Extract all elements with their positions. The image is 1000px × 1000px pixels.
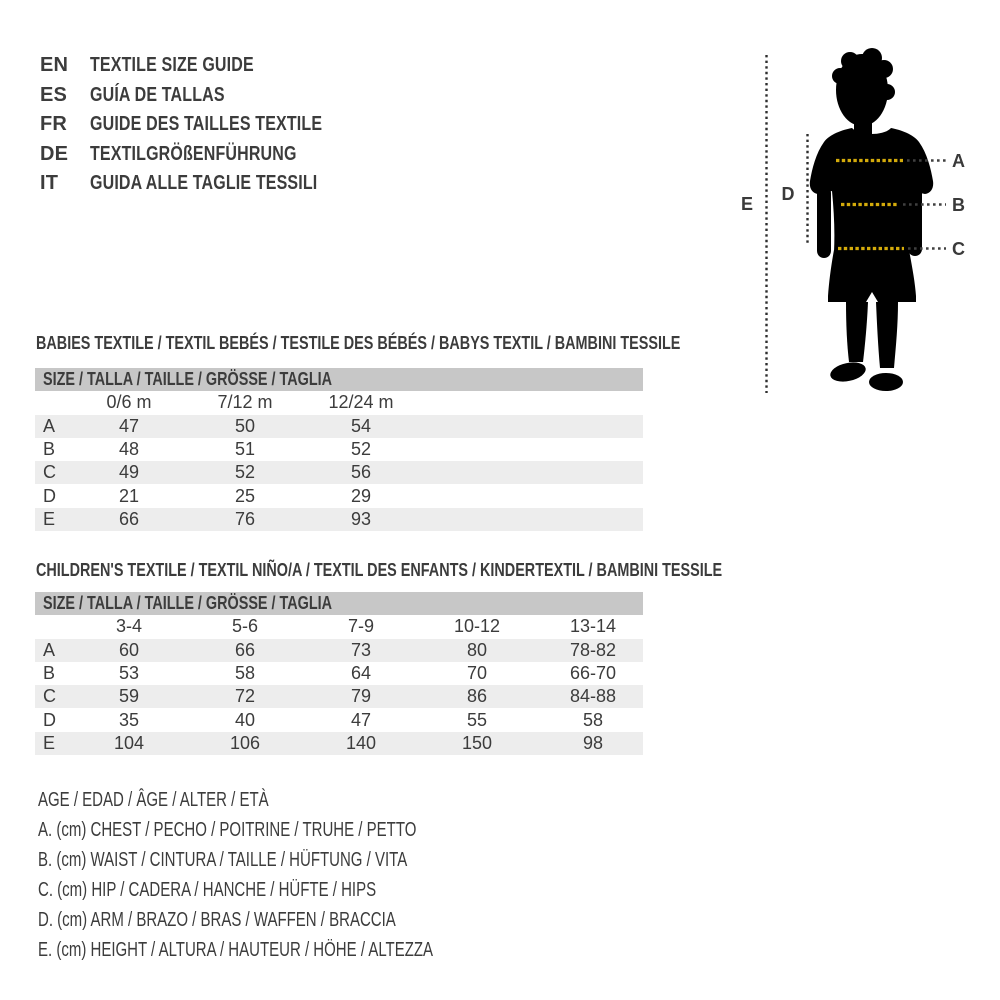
- size-cell: 79: [350, 686, 372, 707]
- size-cell: 40: [234, 709, 256, 730]
- size-cell: 58: [582, 709, 604, 730]
- column-header: 0/6 m: [106, 392, 152, 413]
- legend-line: [38, 815, 565, 845]
- language-title: GUÍA DE TALLAS: [90, 83, 225, 106]
- language-row: [40, 140, 380, 170]
- size-header-label: SIZE / TALLA / TAILLE / GRÖSSE / TAGLIA: [43, 369, 333, 389]
- size-cell: 106: [229, 732, 261, 753]
- language-title: GUIDE DES TAILLES TEXTILE: [90, 113, 323, 136]
- column-header-row: [35, 615, 643, 639]
- size-cell: 50: [234, 415, 256, 436]
- row-label: C: [43, 462, 56, 483]
- size-cell: 76: [234, 508, 256, 529]
- children-table-title: CHILDREN'S TEXTILE / TEXTIL NIÑO/A / TEXTIL DES ENFANTS / KINDERTEXTIL / BAMBINI TESSILE: [36, 559, 723, 580]
- babies-table-title: BABIES TEXTILE / TEXTIL BEBÉS / TESTILE DES BÉBÉS / BABYS TEXTIL / BAMBINI TESSILE: [36, 332, 681, 353]
- size-cell: 78-82: [569, 639, 617, 660]
- marker-label-a: A: [952, 151, 965, 171]
- size-cell: 66: [118, 508, 140, 529]
- legend-text: AGE / EDAD / ÂGE / ALTER / ETÀ: [38, 788, 269, 811]
- table-row: [35, 508, 643, 531]
- language-row: [40, 51, 380, 81]
- size-cell: 52: [350, 438, 372, 459]
- measurement-legend: [38, 785, 565, 965]
- legend-line: [38, 875, 565, 905]
- size-header-bar: [35, 592, 643, 615]
- size-cell: 51: [234, 438, 256, 459]
- size-cell: 21: [118, 485, 140, 506]
- size-cell: 49: [118, 462, 140, 483]
- row-label: B: [43, 662, 56, 683]
- row-label: A: [43, 639, 56, 660]
- legend-line: [38, 905, 565, 935]
- marker-label-d: D: [781, 184, 795, 204]
- size-cell: 64: [350, 662, 372, 683]
- size-cell: 93: [350, 508, 372, 529]
- row-label: C: [43, 686, 56, 707]
- size-cell: 52: [234, 462, 256, 483]
- babies-size-table: [35, 368, 643, 531]
- language-title: GUIDA ALLE TAGLIE TESSILI: [90, 172, 318, 195]
- size-header-bar: [35, 368, 643, 391]
- table-row: [35, 685, 643, 708]
- language-title-list: [40, 51, 380, 199]
- size-cell: 86: [466, 686, 488, 707]
- size-cell: 58: [234, 662, 256, 683]
- table-row: [35, 708, 643, 731]
- size-cell: 55: [466, 709, 488, 730]
- column-header: 13-14: [569, 616, 617, 637]
- size-cell: 48: [118, 438, 140, 459]
- size-cell: 25: [234, 485, 256, 506]
- size-cell: 54: [350, 415, 372, 436]
- children-size-table: [35, 592, 643, 755]
- column-header: 5-6: [231, 616, 258, 637]
- size-cell: 66-70: [569, 662, 617, 683]
- size-cell: 84-88: [569, 686, 617, 707]
- table-row: [35, 732, 643, 755]
- size-cell: 29: [350, 485, 372, 506]
- size-header-label: SIZE / TALLA / TAILLE / GRÖSSE / TAGLIA: [43, 593, 333, 613]
- size-cell: 70: [466, 662, 488, 683]
- legend-text: C. (cm) HIP / CADERA / HANCHE / HÜFTE / HIPS: [38, 878, 377, 901]
- row-label: E: [43, 508, 56, 529]
- language-code: DE: [40, 142, 69, 165]
- row-label: A: [43, 415, 56, 436]
- row-label: E: [43, 732, 56, 753]
- legend-line: [38, 785, 565, 815]
- language-row: [40, 81, 380, 111]
- column-header: 3-4: [115, 616, 142, 637]
- size-cell: 80: [466, 639, 488, 660]
- size-cell: 140: [345, 732, 377, 753]
- size-cell: 60: [118, 639, 140, 660]
- legend-line: [38, 845, 565, 875]
- legend-line: [38, 935, 565, 965]
- size-cell: 53: [118, 662, 140, 683]
- language-code: EN: [40, 54, 69, 77]
- child-silhouette-figure: [720, 40, 1000, 410]
- table-row: [35, 461, 643, 484]
- column-header: 7/12 m: [217, 392, 273, 413]
- size-cell: 104: [113, 732, 145, 753]
- legend-text: B. (cm) WAIST / CINTURA / TAILLE / HÜFTUNG / VITA: [38, 848, 408, 871]
- legend-text: A. (cm) CHEST / PECHO / POITRINE / TRUHE / PETTO: [38, 818, 417, 841]
- table-row: [35, 662, 643, 685]
- size-cell: 35: [118, 709, 140, 730]
- language-title: TEXTILE SIZE GUIDE: [90, 54, 254, 77]
- language-code: FR: [40, 113, 68, 136]
- size-cell: 47: [118, 415, 140, 436]
- table-row: [35, 484, 643, 507]
- column-header: 7-9: [347, 616, 374, 637]
- marker-label-e: E: [740, 194, 754, 214]
- size-cell: 73: [350, 639, 372, 660]
- row-label: D: [43, 709, 56, 730]
- language-code: IT: [40, 172, 59, 195]
- size-cell: 59: [118, 686, 140, 707]
- column-header: 10-12: [453, 616, 501, 637]
- size-cell: 66: [234, 639, 256, 660]
- table-row: [35, 639, 643, 662]
- legend-text: E. (cm) HEIGHT / ALTURA / HAUTEUR / HÖHE / ALTEZZA: [38, 938, 434, 961]
- size-cell: 56: [350, 462, 372, 483]
- language-row: [40, 110, 380, 140]
- marker-label-b: B: [952, 195, 965, 215]
- legend-text: D. (cm) ARM / BRAZO / BRAS / WAFFEN / BRACCIA: [38, 908, 396, 931]
- size-cell: 72: [234, 686, 256, 707]
- row-label: D: [43, 485, 56, 506]
- size-cell: 98: [582, 732, 604, 753]
- language-code: ES: [40, 83, 68, 106]
- size-cell: 47: [350, 709, 372, 730]
- table-row: [35, 415, 643, 438]
- marker-label-c: C: [952, 239, 965, 259]
- size-cell: 150: [461, 732, 493, 753]
- language-row: [40, 169, 380, 199]
- language-title: TEXTILGRÖßENFÜHRUNG: [90, 142, 297, 165]
- row-label: B: [43, 438, 56, 459]
- column-header-row: [35, 391, 643, 415]
- table-row: [35, 438, 643, 461]
- column-header: 12/24 m: [328, 392, 394, 413]
